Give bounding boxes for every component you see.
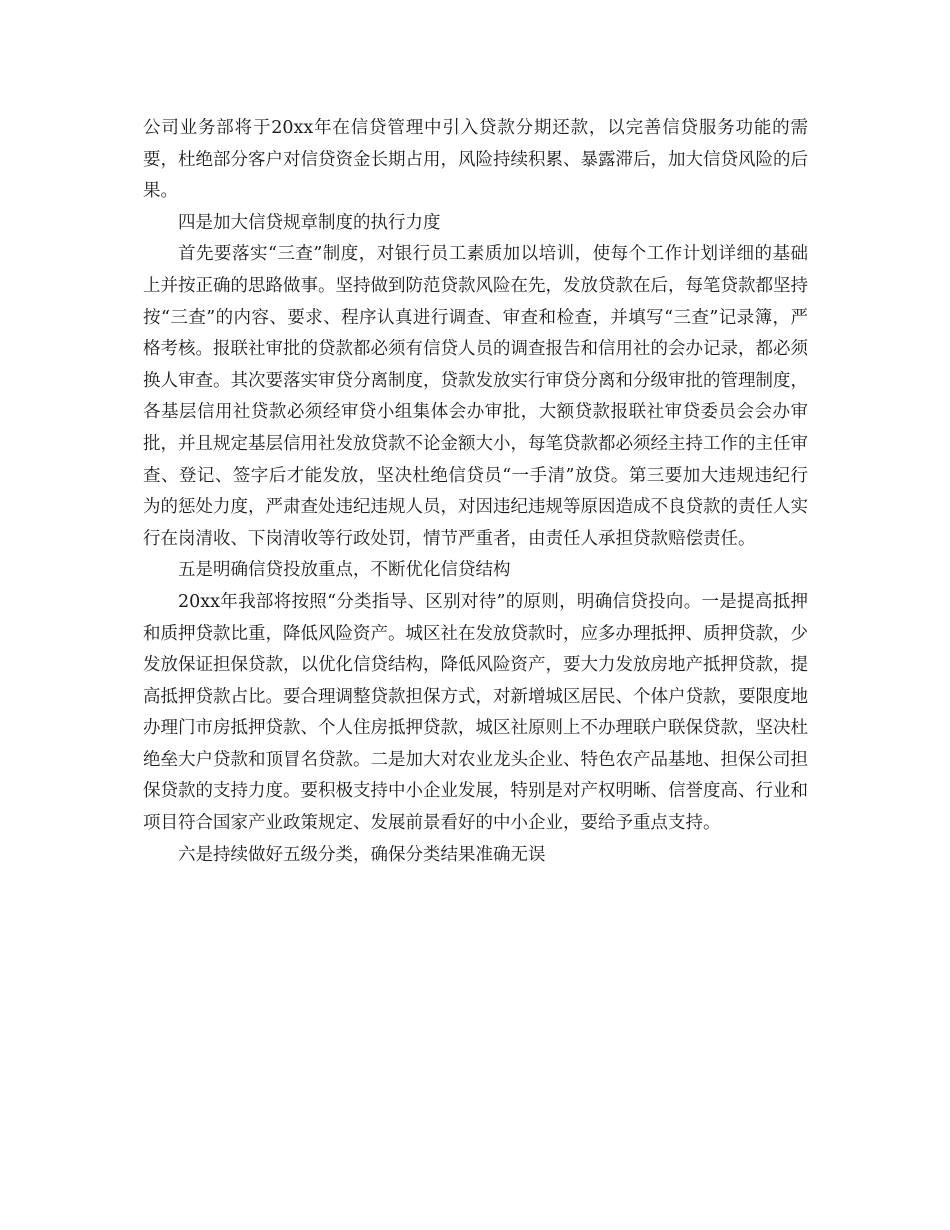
paragraph-section-four-body: 首先要落实“三查”制度，对银行员工素质加以培训，使每个工作计划详细的基础上并按正确的思路做事。坚持做到防范贷款风险在先，发放贷款在后，每笔贷款都坚持按“三查”的内容、要求、程序认真进行调查、审查和检查，并填写“三查”记录簿，严格考核。报联社审批的贷款都必须有信贷人员的调查报告和信用社的会办记录，都必须换人审查。其次要落实审贷分离制度，贷款发放实行审贷分离和分级审批的管理制度，各基层信用社贷款必须经审贷小组集体会办审批，大额贷款报联社审贷委员会会办审批，并且规定基层信用社发放贷款不论金额大小，每笔贷款都必须经主持工作的主任审查、登记、签字后才能发放，坚决杜绝信贷员“一手清”放贷。第三要加大违规违纪行为的惩处力度，严肃查处违纪违规人员，对因违纪违规等原因造成不良贷款的责任人实行在岗清收、下岗清收等行政处罚，情节严重者，由责任人承担贷款赔偿责任。: [143, 244, 808, 549]
heading-section-four: 四是加大信贷规章制度的执行力度: [178, 212, 441, 233]
document-body: [143, 113, 808, 871]
heading-section-five: 五是明确信贷投放重点，不断优化信贷结构: [178, 560, 511, 581]
paragraph-intro-continuation: 公司业务部将于20xx年在信贷管理中引入贷款分期还款，以完善信贷服务功能的需要，杜绝部分客户对信贷资金长期占用，风险持续积累、暴露滞后，加大信贷风险的后果。: [143, 118, 808, 202]
heading-section-six: 六是持续做好五级分类，确保分类结果准确无误: [178, 844, 546, 865]
paragraph-section-five-body: 20xx年我部将按照“分类指导、区别对待”的原则，明确信贷投向。一是提高抵押和质押贷款比重，降低风险资产。城区社在发放贷款时，应多办理抵押、质押贷款，少发放保证担保贷款，以优化信贷结构，降低风险资产，要大力发放房地产抵押贷款，提高抵押贷款占比。要合理调整贷款担保方式，对新增城区居民、个体户贷款，要限度地办理门市房抵押贷款、个人住房抵押贷款，城区社原则上不办理联户联保贷款，坚决杜绝垒大户贷款和顶冒名贷款。二是加大对农业龙头企业、特色农产品基地、担保公司担保贷款的支持力度。要积极支持中小企业发展，特别是对产权明晰、信誉度高、行业和项目符合国家产业政策规定、发展前景看好的中小企业，要给予重点支持。: [143, 591, 808, 834]
